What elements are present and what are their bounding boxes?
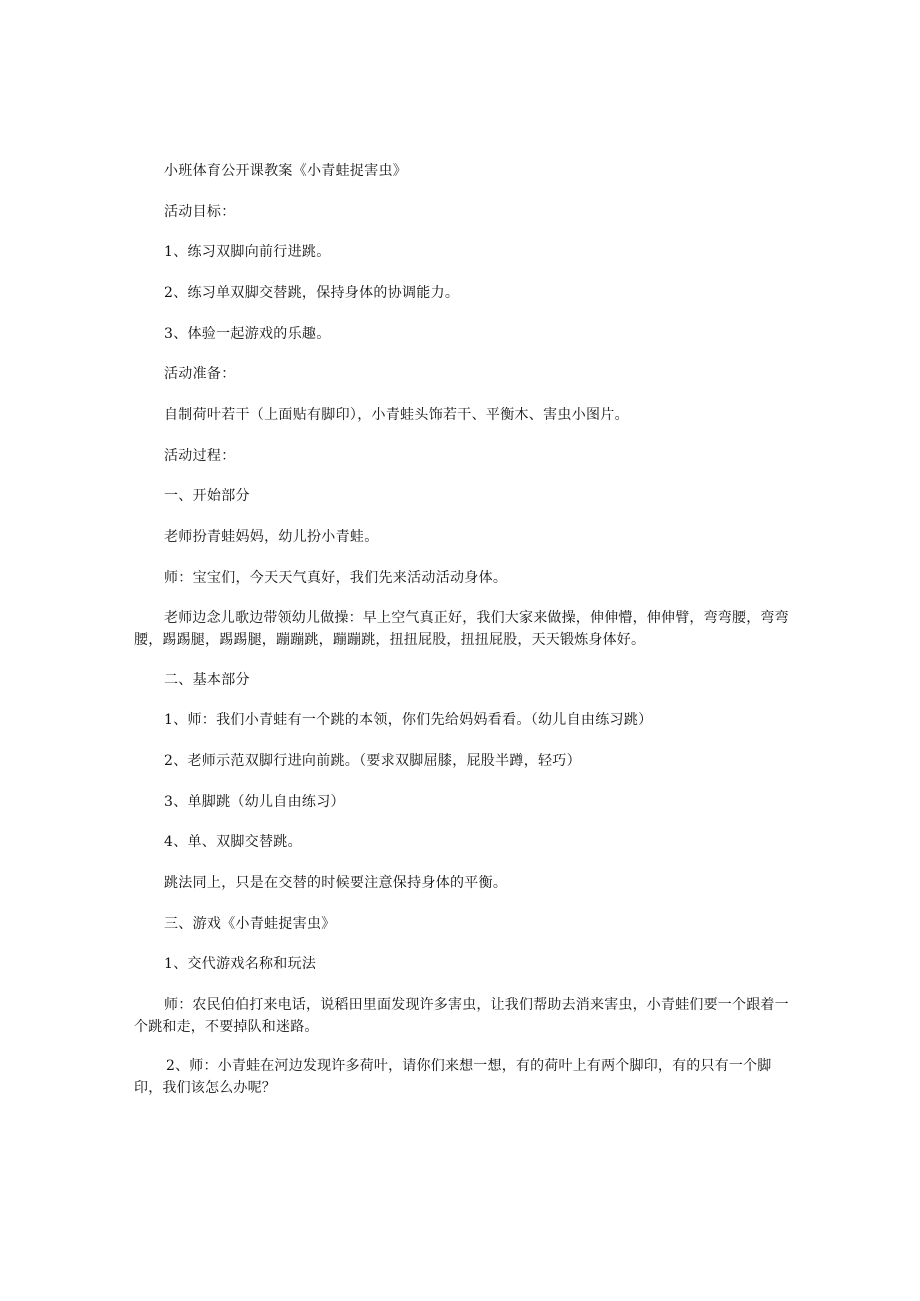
goals-heading: 活动目标： — [164, 204, 236, 220]
part3-paragraph-2: 2、师：小青蛙在河边发现许多荷叶，请你们来想一想，有的荷叶上有两个脚印，有的只有一个脚印，我们该怎么办呢？ — [134, 1058, 772, 1096]
part2-line-5: 跳法同上，只是在交替的时候要注意保持身体的平衡。 — [164, 875, 508, 891]
part3-line-1: 1、交代游戏名称和玩法 — [164, 956, 317, 972]
part1-line-1: 老师扮青蛙妈妈，幼儿扮小青蛙。 — [164, 529, 379, 545]
part3-paragraph-1: 师：农民伯伯打来电话，说稻田里面发现许多害虫，让我们帮助去消来害虫，小青蛙们要一个跟着一个跳和走，不要掉队和迷路。 — [134, 997, 789, 1035]
prep-text: 自制荷叶若干（上面贴有脚印），小青蛙头饰若干、平衡木、害虫小图片。 — [164, 407, 629, 423]
part3-heading: 三、游戏《小青蛙捉害虫》 — [164, 916, 336, 932]
goal-item-1: 1、练习双脚向前行进跳。 — [164, 244, 331, 260]
document-title: 小班体育公开课教案《小青蛙捉害虫》 — [164, 163, 408, 179]
part1-paragraph: 老师边念儿歌边带领幼儿做操：早上空气真正好，我们大家来做操，伸伸懵，伸伸臂，弯弯腰，弯弯腰，踢踢腿，踢踢腿，蹦蹦跳，蹦蹦跳，扭扭屁股，扭扭屁股，天天锻炼身体好。 — [134, 610, 789, 648]
part1-heading: 一、开始部分 — [164, 488, 250, 504]
part1-line-2: 师：宝宝们，今天天气真好，我们先来活动活动身体。 — [164, 570, 508, 586]
part2-heading: 二、基本部分 — [164, 672, 250, 688]
goal-item-3: 3、体验一起游戏的乐趣。 — [164, 326, 331, 342]
part2-line-1: 1、师：我们小青蛙有一个跳的本领，你们先给妈妈看看。（幼儿自由练习跳） — [164, 712, 653, 728]
part2-line-4: 4、单、双脚交替跳。 — [164, 834, 302, 850]
goal-item-2: 2、练习单双脚交替跳，保持身体的协调能力。 — [164, 285, 460, 301]
part2-line-2: 2、老师示范双脚行进向前跳。（要求双脚屈膝，屁股半蹲，轻巧） — [164, 753, 581, 769]
prep-heading: 活动准备： — [164, 366, 236, 382]
part2-line-3: 3、单脚跳（幼儿自由练习） — [164, 794, 345, 810]
process-heading: 活动过程： — [164, 448, 236, 464]
